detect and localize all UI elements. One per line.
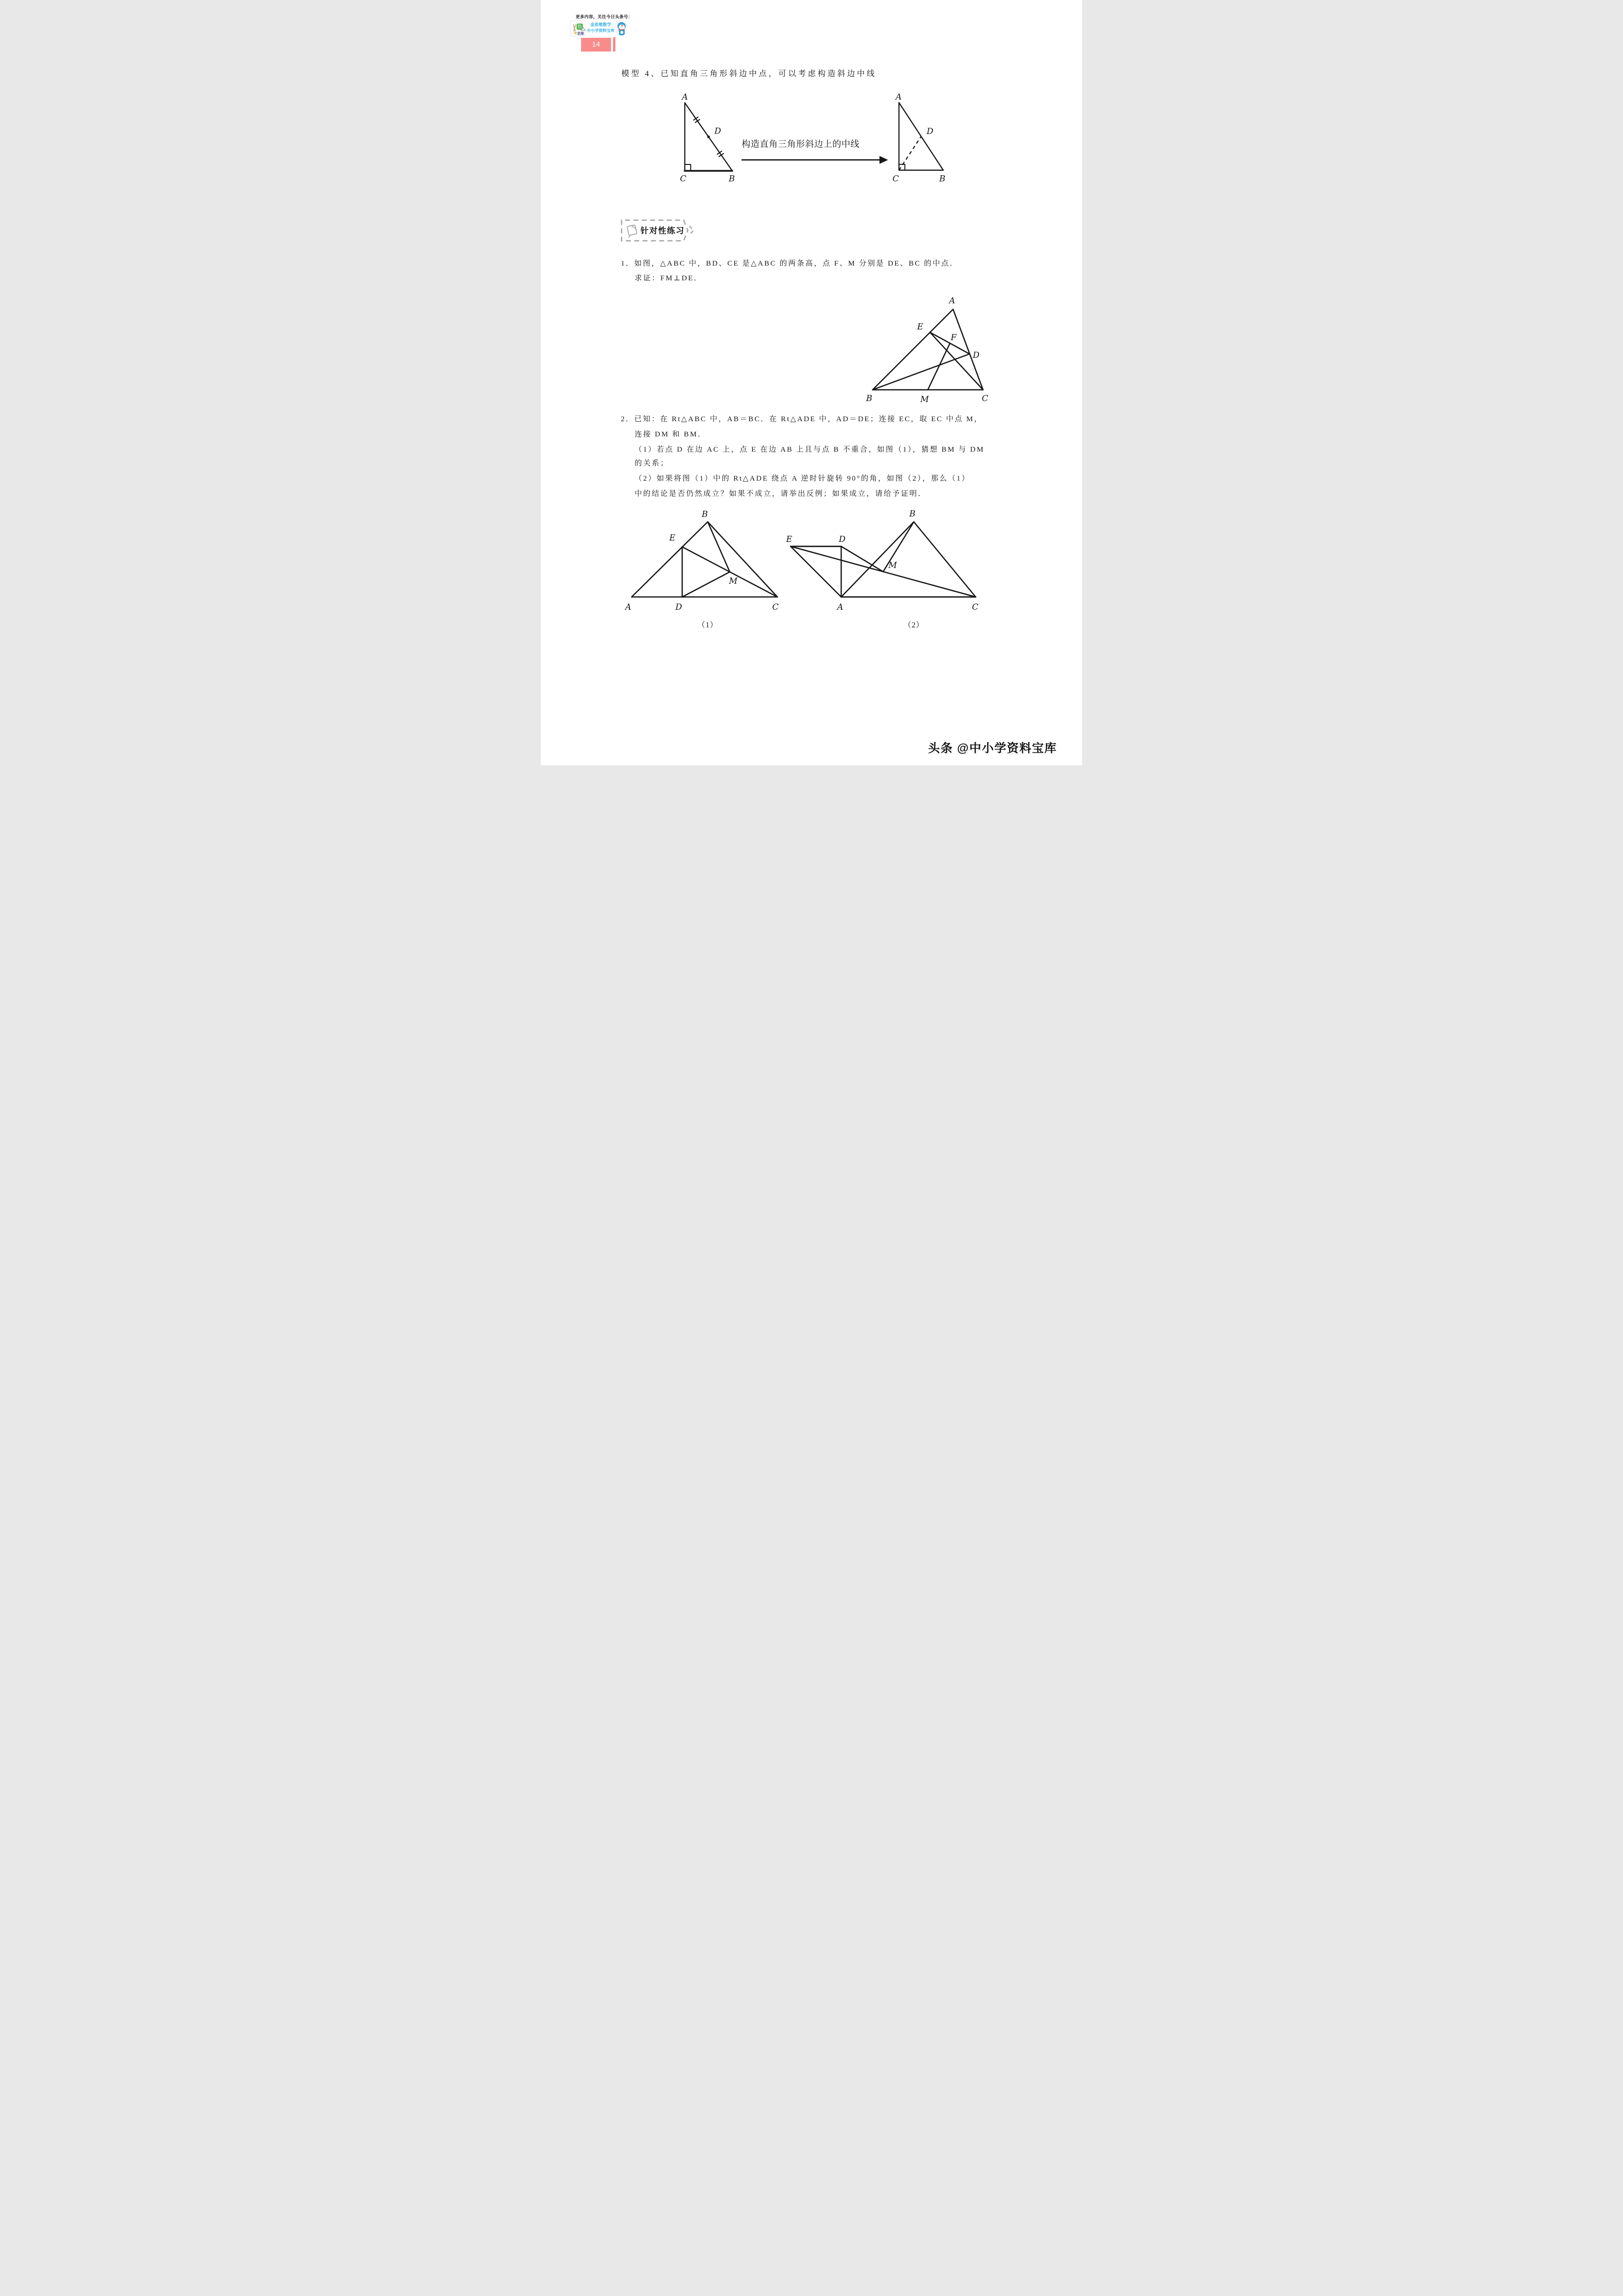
- notebook-icon: [627, 225, 638, 237]
- vertex-label-E: E: [786, 535, 793, 544]
- problem2-line1: 2．已知：在 Rt△ABC 中，AB＝BC．在 Rt△ADE 中，AD＝DE；连接 EC，取 EC 中点 M，: [621, 415, 983, 423]
- problem2-line2: 连接 DM 和 BM．: [635, 431, 707, 438]
- problem2-line4: 的关系；: [635, 459, 669, 467]
- vertex-label-D: D: [973, 351, 980, 360]
- brand-line1: 金思维数学: [590, 22, 612, 27]
- altitude-ce: [930, 332, 983, 390]
- svg-text:数: 数: [577, 24, 583, 30]
- svg-text:思维: 思维: [577, 31, 584, 36]
- vertex-label-M: M: [888, 561, 897, 570]
- vertex-label-B: B: [909, 509, 916, 519]
- model-left-triangle-figure: [680, 92, 735, 184]
- vertex-label-A: A: [625, 602, 632, 612]
- worksheet-page: [541, 0, 1082, 765]
- construction-arrow: [742, 139, 888, 164]
- problem1-line2: 求证：FM⊥DE．: [635, 274, 703, 282]
- vertex-label-A: A: [895, 92, 902, 102]
- vertex-label-C: C: [772, 602, 779, 612]
- vertex-label-E: E: [669, 533, 676, 543]
- vertex-label-B: B: [728, 174, 735, 184]
- model-right-triangle-figure: [892, 92, 945, 184]
- practice-badge: [622, 220, 694, 241]
- vertex-label-A: A: [949, 296, 956, 306]
- footer-watermark: 头条 @中小学资料宝库: [928, 742, 1057, 755]
- model-title: 模型 4、已知直角三角形斜边中点，可以考虑构造斜边中线: [621, 70, 877, 78]
- problem2-line6: 中的结论是否仍然成立？如果不成立，请举出反例；如果成立，请给予证明．: [635, 490, 927, 498]
- midpoint-dot: [707, 135, 710, 138]
- vertex-label-C: C: [982, 394, 988, 404]
- vertex-label-B: B: [701, 510, 708, 519]
- vertex-label-B: B: [866, 394, 873, 404]
- vertex-label-D: D: [675, 602, 682, 612]
- problem1-figure: [866, 296, 988, 405]
- vertex-label-B: B: [939, 174, 946, 184]
- arrow-right-icon: [879, 156, 888, 164]
- diagrams-layer: [541, 0, 1082, 765]
- segment-fm: [928, 343, 950, 390]
- dashed-median-cd: [899, 136, 921, 170]
- page-number-badge: 14: [581, 38, 611, 52]
- vertex-label-D: D: [927, 127, 933, 136]
- vertex-label-E: E: [917, 322, 924, 332]
- chevron-right-icon: [690, 226, 693, 235]
- vertex-label-A: A: [837, 602, 844, 612]
- vertex-label-F: F: [951, 333, 957, 343]
- badge-label: 针对性练习: [640, 226, 685, 236]
- segment-bm: [883, 522, 914, 572]
- vertex-label-D: D: [714, 126, 721, 136]
- segment-ab: [841, 522, 914, 597]
- problem2-line5: （2）如果将图（1）中的 Rt△ADE 绕点 A 逆时针旋转 90°的角，如图（2），那么（1）: [635, 475, 970, 483]
- vertex-label-C: C: [972, 602, 979, 612]
- arrow-caption: 构造直角三角形斜边上的中线: [742, 139, 860, 149]
- vertex-label-A: A: [682, 92, 688, 102]
- vertex-label-D: D: [839, 535, 846, 544]
- vertex-label-C: C: [680, 174, 687, 184]
- segment-ea: [791, 546, 841, 597]
- problem2-line3: （1）若点 D 在边 AC 上，点 E 在边 AB 上且与点 B 不重合，如图（1），猜想 BM 与 DM: [635, 446, 984, 454]
- right-angle-mark: [685, 164, 691, 171]
- problem2-figure2: [786, 509, 979, 629]
- vertex-label-C: C: [892, 174, 899, 184]
- promo-text: 更多内容，关注今日头条号：: [576, 14, 633, 19]
- problem1-line1: 1．如图，△ABC 中，BD、CE 是△ABC 的两条高，点 F、M 分别是 DE、BC 的中点．: [621, 260, 958, 268]
- segment-bm: [708, 522, 730, 572]
- segment-bc: [914, 522, 976, 597]
- vertex-label-M: M: [729, 576, 738, 586]
- problem2-figure1: [624, 510, 779, 629]
- segment-dm: [841, 546, 883, 572]
- segment-dm: [682, 572, 730, 597]
- figure1-caption: （1）: [697, 621, 718, 629]
- vertex-label-M: M: [920, 395, 929, 405]
- figure2-caption: （2）: [904, 621, 924, 629]
- brand-line2: 中小学资料宝库: [587, 28, 614, 33]
